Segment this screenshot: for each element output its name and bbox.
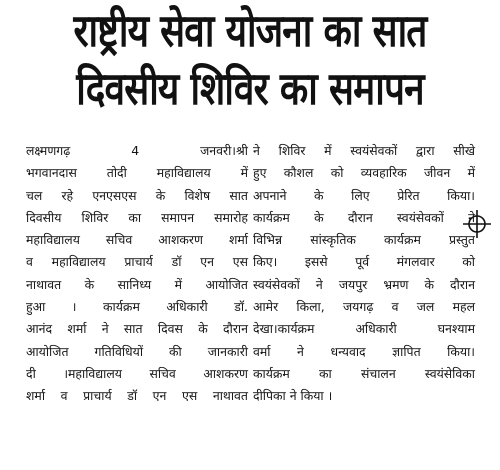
article-line: कार्यक्रम के दौरान स्वयंसेवकों ने: [253, 209, 475, 225]
headline-line-1: राष्ट्रीय सेवा योजना का सात: [73, 4, 427, 57]
headline-line-2: दिवसीय शिविर का समापन: [76, 62, 424, 115]
article-line: महाविद्यालय सचिव आशकरण शर्मा: [26, 232, 248, 248]
article-line: दी ।महाविद्यालय सचिव आशकरण: [26, 365, 248, 381]
article-line: हुआ । कार्यक्रम अधिकारी डॉ.: [26, 299, 248, 315]
article-line: हुए कौशल को व्यवहारिक जीवन में: [253, 165, 475, 181]
article-line: आमेर किला, जयगढ़ व जल महल: [253, 299, 475, 315]
article-line: किए। इससे पूर्व मंगलवार को: [253, 254, 475, 270]
article-line: लक्ष्मणगढ़ 4 जनवरी।श्री: [26, 143, 248, 158]
article-line: चल रहे एनएसएस के विशेष सात: [26, 187, 248, 203]
article-line: व महाविद्यालय प्राचार्य डॉ एन एस: [26, 254, 248, 270]
crosshair-registration-icon: [463, 210, 491, 238]
article-line: आयोजित गतिविधियों की जानकारी: [26, 343, 248, 359]
article-line: स्वयंसेवकों ने जयपुर भ्रमण के दौरान: [253, 276, 475, 292]
article-line: भगवानदास तोदी महाविद्यालय में: [26, 165, 248, 181]
article-line: आनंद शर्मा ने सात दिवस के दौरान: [26, 321, 248, 337]
article-line: विभिन्न सांस्कृतिक कार्यक्रम प्रस्तुत: [253, 232, 475, 248]
article-line: शर्मा व प्राचार्य डॉ एन एस नाथावत: [26, 388, 248, 404]
article-line: ने शिविर में स्वयंसेवकों द्वारा सीखे: [253, 143, 475, 158]
article-right-column: [253, 140, 475, 408]
article-line: अपनाने के लिए प्रेरित किया।: [253, 187, 475, 203]
article-line: देखा।कार्यक्रम अधिकारी घनश्याम: [253, 321, 475, 337]
article-line: नाथावत के सानिध्य में आयोजित: [26, 276, 248, 292]
article-line: दिवसीय शिविर का समापन समारोह: [26, 209, 248, 225]
article-line: वर्मा ने धन्यवाद ज्ञापित किया।: [253, 343, 475, 359]
article-line: कार्यक्रम का संचालन स्वयंसेविका: [253, 365, 475, 381]
article-left-column: [26, 140, 248, 408]
article-line: दीपिका ने किया ।: [253, 388, 333, 404]
